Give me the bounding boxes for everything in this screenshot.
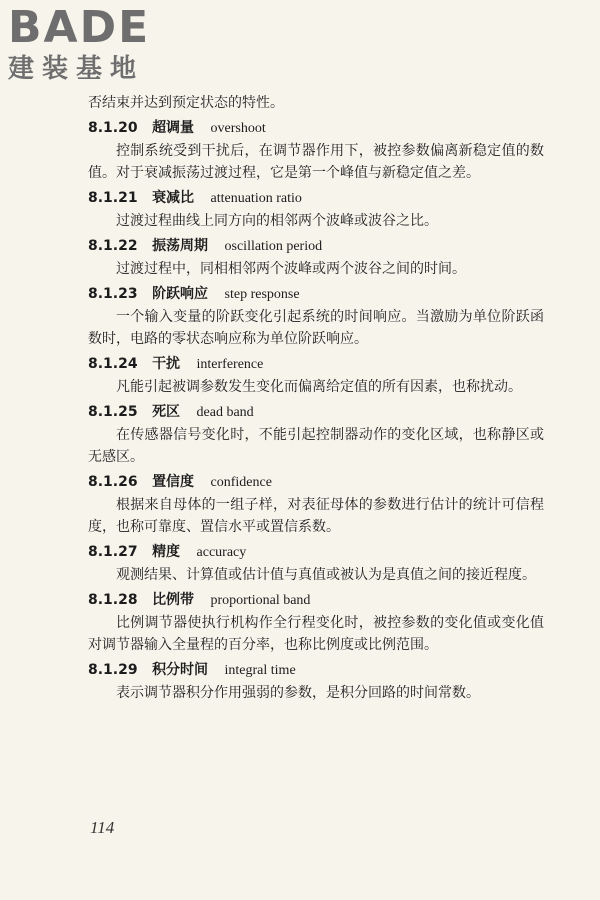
term-chinese: 比例带 xyxy=(152,592,195,608)
term-number: 8.1.29 xyxy=(88,662,138,678)
term-english: dead band xyxy=(196,405,254,420)
term-definition: 过渡过程曲线上同方向的相邻两个波峰或波谷之比。 xyxy=(116,213,438,229)
term-heading xyxy=(88,235,544,258)
term-entry-8-1-22 xyxy=(88,235,544,280)
term-chinese: 积分时间 xyxy=(152,662,209,678)
term-definition: 凡能引起被调参数发生变化而偏离给定值的所有因素，也称扰动。 xyxy=(116,379,522,395)
term-number: 8.1.23 xyxy=(88,286,138,302)
term-english: step response xyxy=(224,287,300,302)
term-heading xyxy=(88,471,544,494)
term-definition: 表示调节器积分作用强弱的参数，是积分回路的时间常数。 xyxy=(116,685,480,701)
term-entry-8-1-21 xyxy=(88,187,544,232)
term-number: 8.1.28 xyxy=(88,592,138,608)
term-definition: 在传感器信号变化时，不能引起控制器动作的变化区域，也称静区或无感区。 xyxy=(88,427,544,465)
term-number: 8.1.20 xyxy=(88,120,138,136)
term-chinese: 超调量 xyxy=(152,120,195,136)
term-heading xyxy=(88,353,544,376)
term-english: confidence xyxy=(210,475,272,490)
term-number: 8.1.26 xyxy=(88,474,138,490)
term-english: oscillation period xyxy=(224,239,323,254)
bade-logo xyxy=(8,4,178,88)
term-entry-8-1-25 xyxy=(88,401,544,468)
page-content xyxy=(88,92,544,704)
term-chinese: 精度 xyxy=(152,544,181,560)
term-english: accuracy xyxy=(196,545,247,560)
term-heading xyxy=(88,589,544,612)
term-number: 8.1.25 xyxy=(88,404,138,420)
term-english: interference xyxy=(196,357,264,372)
term-definition: 观测结果、计算值或估计值与真值或被认为是真值之间的接近程度。 xyxy=(116,567,536,583)
term-english: overshoot xyxy=(210,121,266,136)
term-number: 8.1.24 xyxy=(88,356,138,372)
term-heading xyxy=(88,659,544,682)
term-definition: 根据来自母体的一组子样，对表征母体的参数进行估计的统计可信程度，也称可靠度、置信水平或置信系数。 xyxy=(88,497,544,535)
term-entry-8-1-27 xyxy=(88,541,544,586)
term-definition: 过渡过程中，同相相邻两个波峰或两个波谷之间的时间。 xyxy=(116,261,466,277)
term-heading xyxy=(88,117,544,140)
term-chinese: 振荡周期 xyxy=(152,238,209,254)
term-entry-8-1-26 xyxy=(88,471,544,538)
page-number: 114 xyxy=(90,818,115,837)
term-entry-8-1-24 xyxy=(88,353,544,398)
term-entry-8-1-20 xyxy=(88,117,544,184)
term-english: attenuation ratio xyxy=(210,191,302,206)
term-heading xyxy=(88,283,544,306)
intro-fragment: 否结束并达到预定状态的特性。 xyxy=(88,95,284,111)
term-chinese: 衰减比 xyxy=(152,190,195,206)
term-heading xyxy=(88,187,544,210)
term-number: 8.1.21 xyxy=(88,190,138,206)
term-number: 8.1.22 xyxy=(88,238,138,254)
logo-subtitle: 建装基地 xyxy=(8,54,145,84)
term-entry-8-1-29 xyxy=(88,659,544,704)
term-chinese: 阶跃响应 xyxy=(152,286,209,302)
term-chinese: 置信度 xyxy=(152,474,195,490)
term-entry-8-1-28 xyxy=(88,589,544,656)
term-heading xyxy=(88,401,544,424)
term-chinese: 死区 xyxy=(152,404,181,420)
term-chinese: 干扰 xyxy=(152,356,181,372)
term-entry-8-1-23 xyxy=(88,283,544,350)
term-definition: 控制系统受到干扰后，在调节器作用下，被控参数偏离新稳定值的数值。对于衰减振荡过渡过程，它是第一个峰值与新稳定值之差。 xyxy=(88,143,544,181)
term-english: integral time xyxy=(224,663,296,678)
term-heading xyxy=(88,541,544,564)
term-number: 8.1.27 xyxy=(88,544,138,560)
logo-word: BADE xyxy=(8,2,151,53)
term-definition: 比例调节器使执行机构作全行程变化时，被控参数的变化值或变化值对调节器输入全量程的百分率，也称比例度或比例范围。 xyxy=(88,615,544,653)
term-definition: 一个输入变量的阶跃变化引起系统的时间响应。当激励为单位阶跃函数时，电路的零状态响应称为单位阶跃响应。 xyxy=(88,309,544,347)
term-english: proportional band xyxy=(210,593,311,608)
